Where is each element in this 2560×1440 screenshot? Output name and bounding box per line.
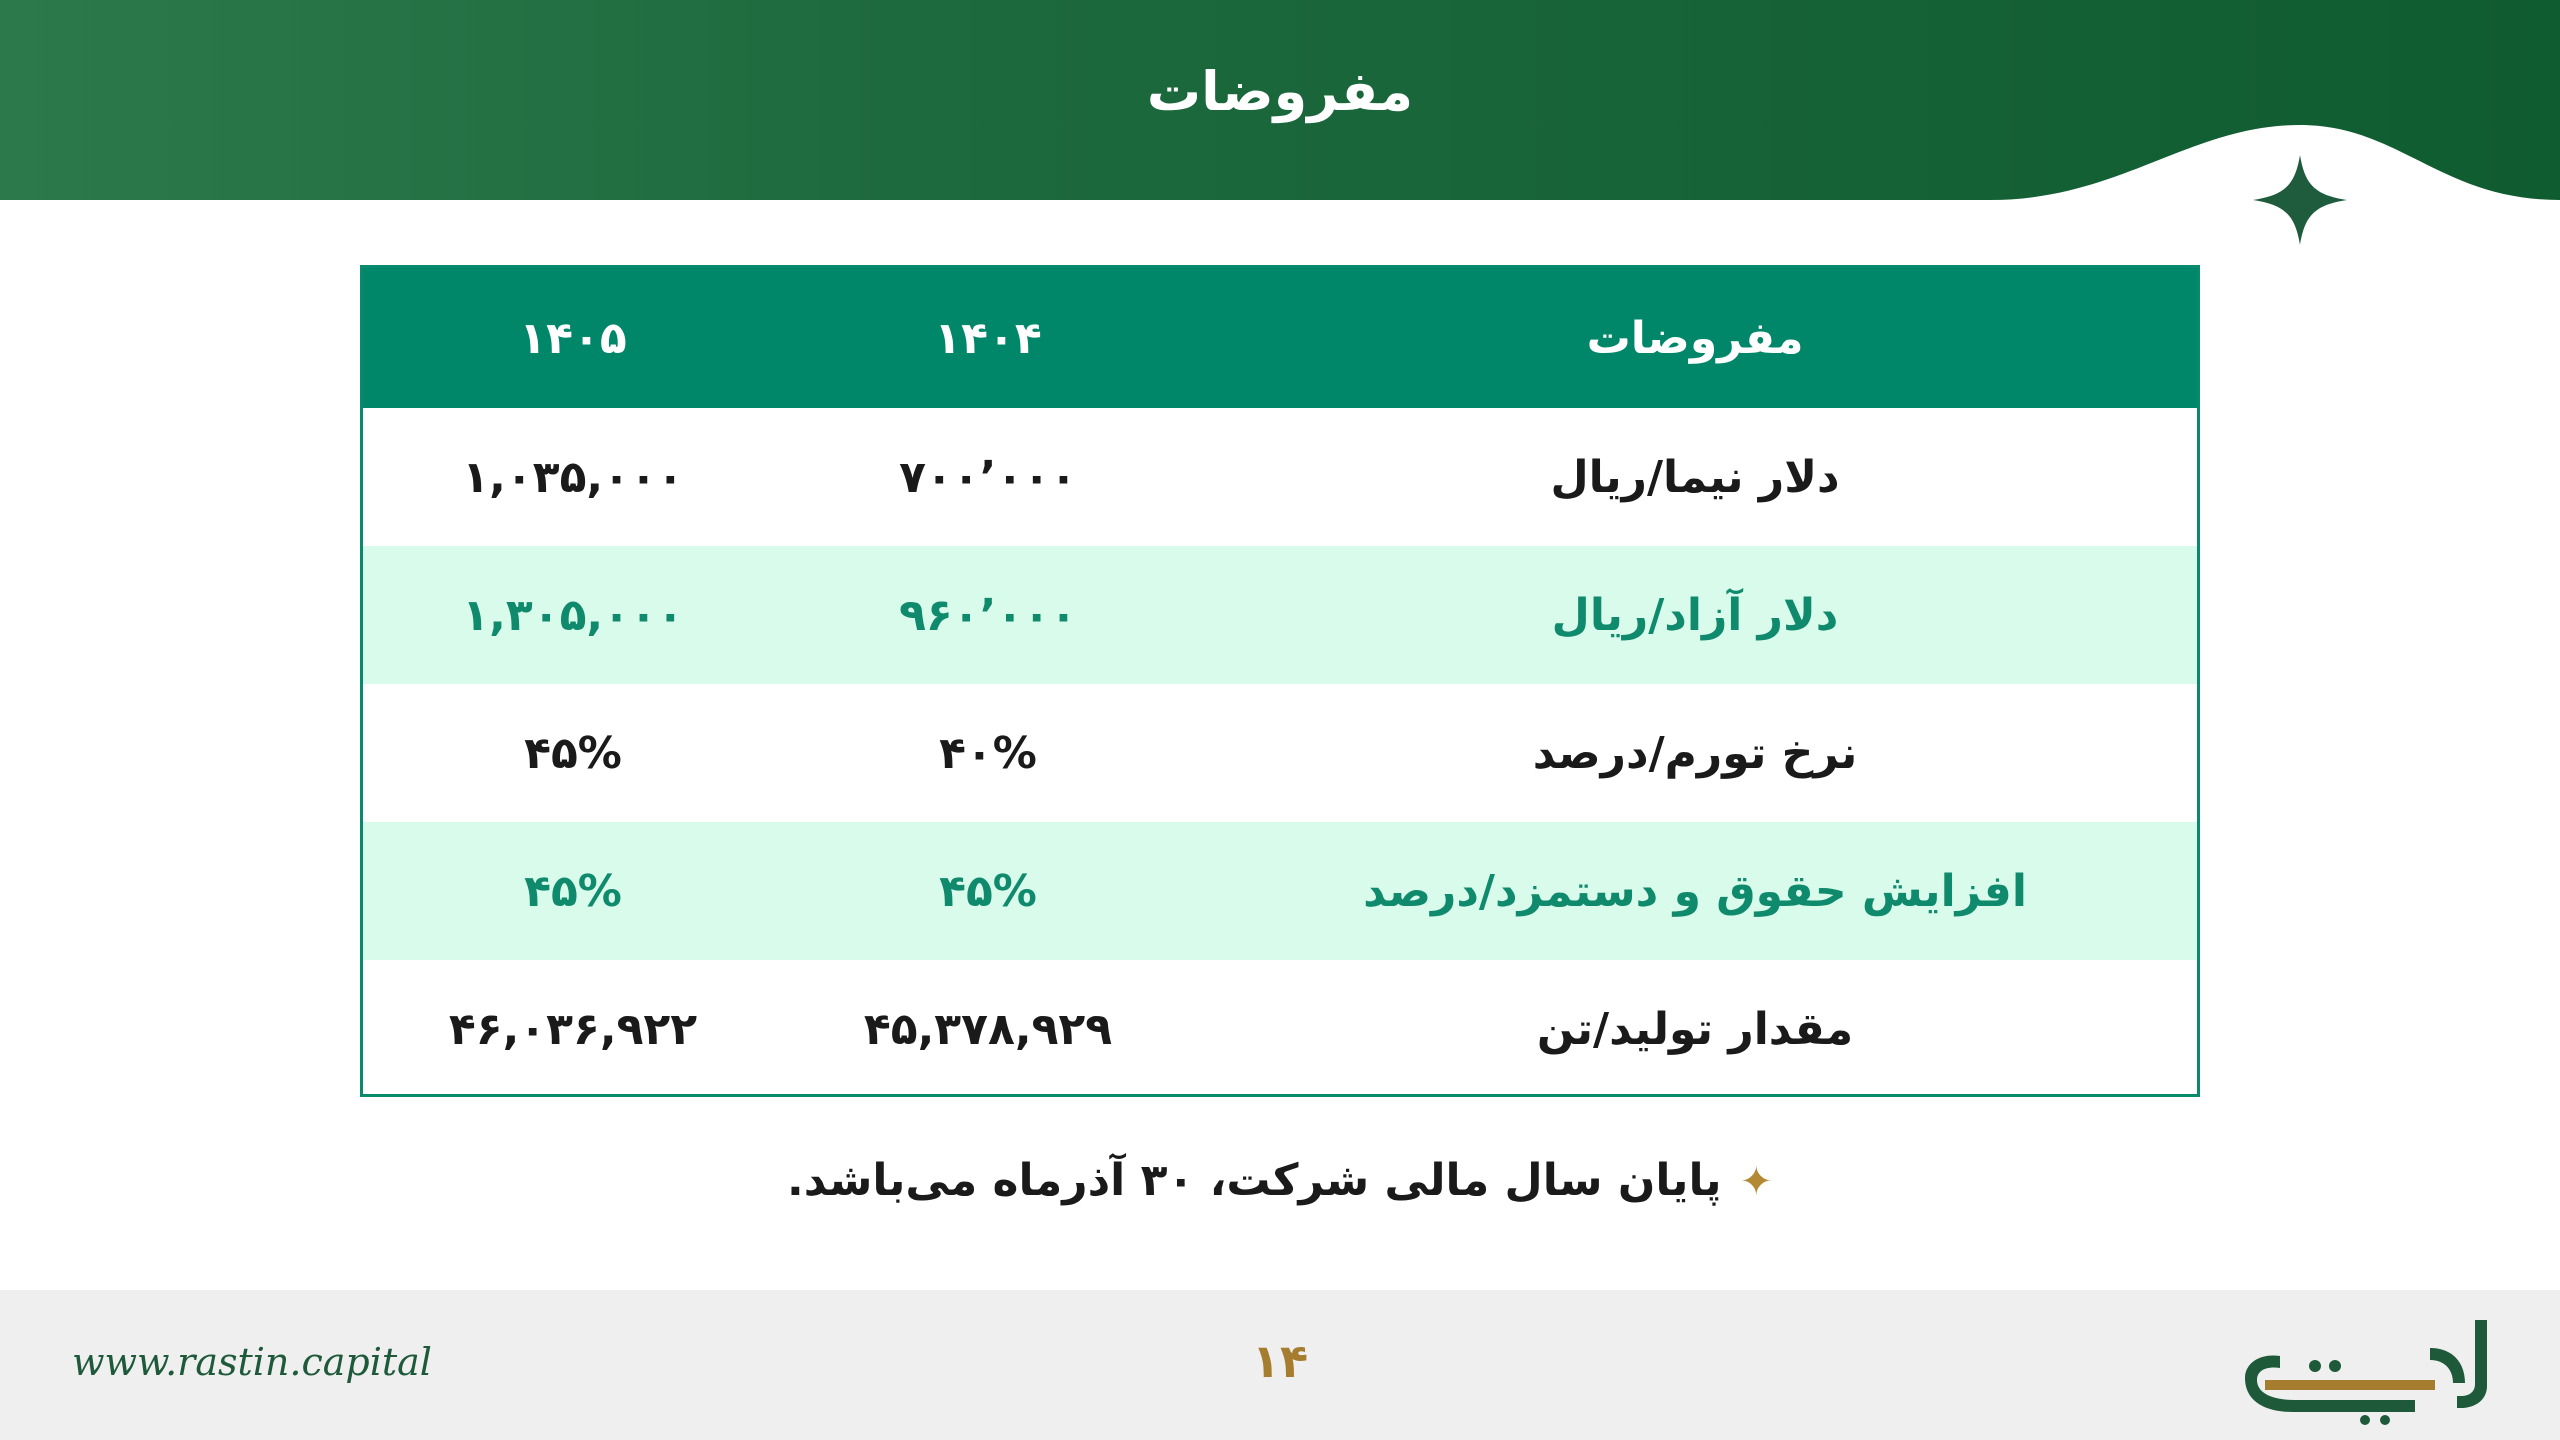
column-header-1405: ۱۴۰۵ xyxy=(519,312,627,364)
cell-1405: ۱,۰۳۵,۰۰۰ xyxy=(462,451,684,503)
sparkle-icon: ✦ xyxy=(1739,1159,1774,1205)
cell-label: افزایش حقوق و دستمزد/درصد xyxy=(1363,865,2027,917)
cell-1405: ۴۶,۰۳۶,۹۲۲ xyxy=(448,1003,698,1055)
cell-1404: ۴۵,۳۷۸,۹۲۹ xyxy=(863,1003,1113,1055)
assumptions-table xyxy=(360,265,2200,1097)
column-header-1404: ۱۴۰۴ xyxy=(934,312,1042,364)
table-header-row xyxy=(363,268,2197,408)
table-row xyxy=(363,822,2197,960)
table-row xyxy=(363,960,2197,1098)
table-row xyxy=(363,408,2197,546)
footer xyxy=(0,1290,2560,1440)
cell-1404: ۹۶۰٬۰۰۰ xyxy=(899,589,1077,641)
company-logo xyxy=(2225,1308,2505,1428)
cell-1405: ۴۵% xyxy=(524,865,622,917)
website-link[interactable]: www.rastin.capital xyxy=(72,1340,432,1384)
cell-1405: ۴۵% xyxy=(524,727,622,779)
header-wave-decoration xyxy=(0,0,2560,260)
cell-1405: ۱,۳۰۵,۰۰۰ xyxy=(462,589,684,641)
cell-label: مقدار تولید/تن xyxy=(1536,1003,1854,1055)
column-header-assumptions: مفروضات xyxy=(1586,312,1804,364)
page-number: ۱۴ xyxy=(1251,1334,1309,1388)
cell-1404: ۴۰% xyxy=(939,727,1037,779)
table-row xyxy=(363,546,2197,684)
note-text: پایان سال مالی شرکت، ۳۰ آذرماه می‌باشد. xyxy=(786,1155,1722,1206)
cell-1404: ۴۵% xyxy=(939,865,1037,917)
cell-1404: ۷۰۰٬۰۰۰ xyxy=(899,451,1077,503)
cell-label: دلار نیما/ریال xyxy=(1550,451,1840,503)
fiscal-year-note xyxy=(0,1155,2560,1206)
table-row xyxy=(363,684,2197,822)
page-title: مفروضات xyxy=(1146,60,1414,123)
cell-label: نرخ تورم/درصد xyxy=(1532,727,1858,779)
cell-label: دلار آزاد/ریال xyxy=(1551,589,1839,641)
